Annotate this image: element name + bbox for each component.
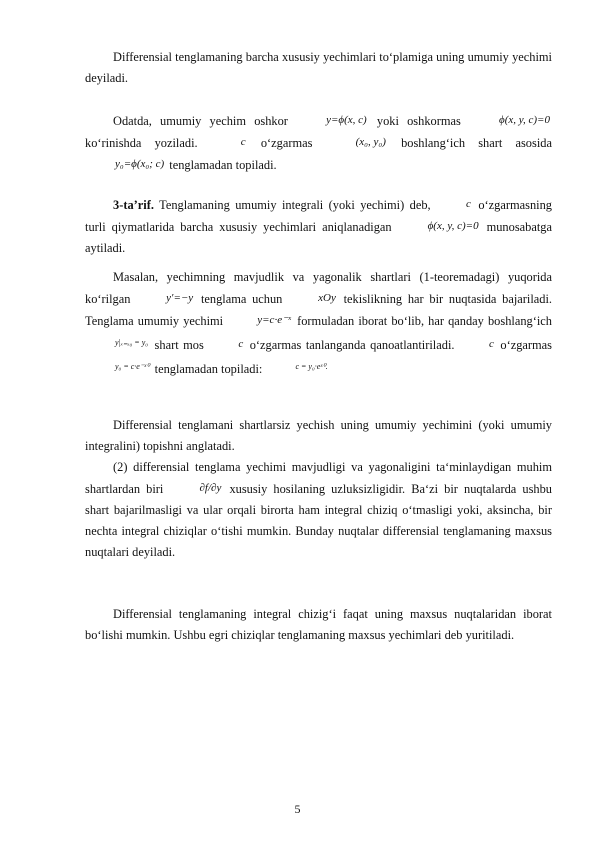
text-span: Masalan, yechimning mavjudlik va yagonalik shartlari (1-teoremadagi) yuqorida ko‘rilgan	[85, 270, 552, 306]
text-span: tekislikning har bir nuqtasida bajariladi. Tenglama umumiy yechimi	[85, 292, 553, 328]
text-span: (2) differensial tenglama yechimi mavjudligi va yagonaligini ta‘minlaydigan muhim shartlardan biri	[85, 460, 552, 496]
formula-constant-equation: y₀ = c·e⁻ˣ⁰	[115, 362, 150, 371]
text-span: o‘zgarmas	[500, 338, 553, 352]
definition-label: 3-ta’rif.	[113, 198, 154, 212]
text-span: tenglamadan topiladi:	[154, 362, 263, 376]
formula-initial-point: (x₀, y₀)	[355, 136, 386, 148]
text-span: tenglama uchun	[200, 292, 283, 306]
page-number: 5	[294, 802, 301, 816]
formula-initial-condition: y₀=ϕ(x₀; c)	[115, 158, 165, 170]
formula-initial-condition: y|ₓ₌ₓ₀ = y₀	[115, 338, 149, 347]
text-span: Tenglamaning umumiy integrali (yoki yechimi) deb,	[159, 198, 431, 212]
paragraph-unconditional-solving	[85, 415, 552, 457]
text-span: ko‘rinishda yoziladi.	[85, 136, 198, 150]
text-span: Odatda, umumiy yechim oshkor	[113, 114, 288, 128]
text-span: formuladan iborat bo‘lib, har qanday boshlang‘ich	[297, 314, 552, 328]
paragraph-explicit-implicit-form	[85, 110, 552, 176]
text-span: yoki oshkormas	[376, 114, 461, 128]
formula-explicit-solution: y=ϕ(x, c)	[326, 114, 367, 126]
text-span: shart mos	[154, 338, 204, 352]
paragraph-text: Differensial tenglamaning integral chizig‘i faqat uning maxsus nuqtalaridan iborat bo‘lishi mumkin. Ushbu egri chiziqlar tenglamaning maxsus yechimlari deb yuritiladi.	[85, 607, 552, 642]
formula-equation: y′=−y	[166, 292, 194, 304]
formula-constant-c: c	[466, 198, 471, 210]
formula-constant-c: c	[240, 136, 246, 148]
text-span: o‘zgarmas	[260, 136, 313, 150]
paragraph-definition-3	[85, 194, 552, 259]
text-span: xususiy hosilaning uzluksizligidir. Ba‘zi bir nuqtalarda ushbu shart bajarilmasligi va ular orqali birorta ham integral chiziq o‘tmasligi yoki, aksincha, bir nechta integral chiziqlar o‘tishi mumkin. Bunday nuqtalar differensial tenglamaning maxsus nuqtalari deyiladi.	[85, 482, 553, 559]
paragraph-text: Differensial tenglamaning barcha xususiy yechimlari to‘plamiga uning umumiy yechimi deyiladi.	[85, 50, 552, 85]
paragraph-general-solution-definition	[85, 47, 552, 89]
text-span: boshlang‘ich shart asosida	[401, 136, 552, 150]
formula-general-solution: y=c·e⁻ˣ	[257, 314, 291, 326]
paragraph-example	[85, 267, 552, 380]
paragraph-singular-points	[85, 457, 552, 563]
formula-constant-value: c = y₀·eˣ⁰.	[295, 362, 328, 371]
formula-implicit-solution: ϕ(x, y, c)=0	[499, 114, 550, 126]
formula-partial-derivative: ∂f/∂y	[199, 482, 222, 494]
formula-general-integral: ϕ(x, y, c)=0	[427, 220, 479, 232]
formula-plane: xOy	[318, 292, 336, 304]
formula-constant-c: c	[489, 338, 494, 350]
paragraph-text: Differensial tenglamani shartlarsiz yechish uning umumiy yechimini (yoki umumiy integralini) topishni anglatadi.	[85, 418, 552, 453]
formula-constant-c: c	[238, 338, 244, 350]
text-span: o‘zgarmasning turli qiymatlarida barcha xususiy yechimlari aniqlanadigan	[85, 198, 552, 234]
paragraph-singular-solutions	[85, 604, 552, 646]
text-span: o‘zgarmas tanlanganda qanoatlantiriladi.	[249, 338, 455, 352]
text-span: munosabatga aytiladi.	[85, 220, 552, 255]
text-span: tenglamadan topiladi.	[169, 158, 277, 172]
